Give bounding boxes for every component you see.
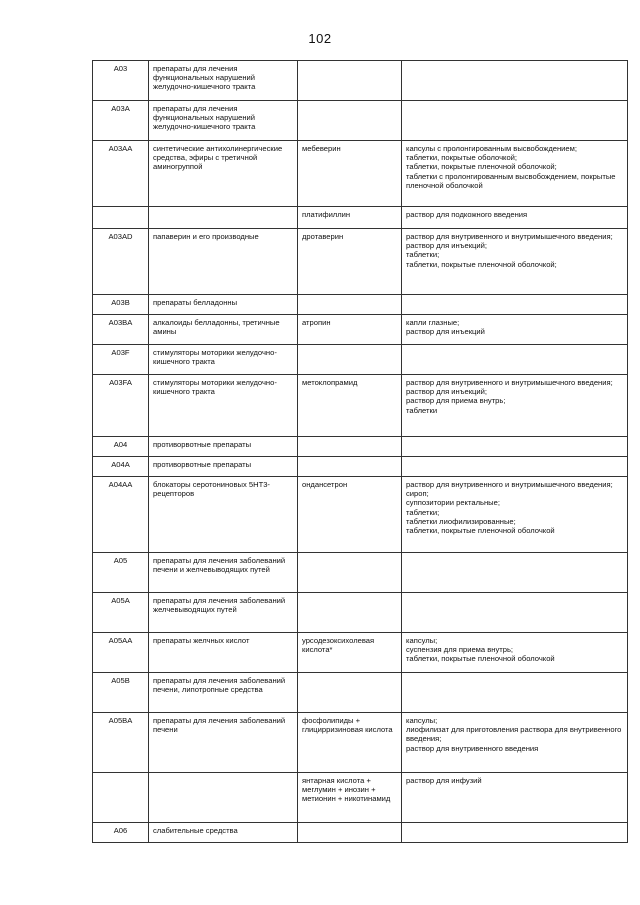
dosage-form-line: раствор для инъекций [406,327,485,337]
pharmacological-group-cell [149,773,298,823]
drug-table [92,60,628,843]
dosage-form-line: раствор для инъекций; [406,387,487,397]
atc-code-cell: A05B [93,673,149,713]
dosage-forms-cell [402,593,628,633]
table-row [93,823,628,843]
pharmacological-group-cell: слабительные средства [149,823,298,843]
dosage-form-line: раствор для приема внутрь; [406,396,506,406]
atc-code-cell: A03 [93,61,149,101]
drug-name-cell: атропин [298,315,402,345]
dosage-form-line: таблетки с пролонгированным высвобождением, покрытые пленочной оболочкой [406,171,616,190]
dosage-form-line: таблетки, покрытые пленочной оболочкой [406,654,555,664]
dosage-forms-cell [402,101,628,141]
dosage-form-line: таблетки, покрытые оболочкой; [406,153,518,163]
atc-code-cell: A03FA [93,375,149,437]
drug-name-cell [298,457,402,477]
dosage-form-line: раствор для инфузий [406,776,482,785]
dosage-form-line: сироп; [406,489,429,499]
atc-code-cell: A04AA [93,477,149,553]
table-row [93,457,628,477]
pharmacological-group-cell: папаверин и его производные [149,229,298,295]
drug-name-cell [298,553,402,593]
dosage-forms-cell [402,673,628,713]
dosage-forms-cell [402,457,628,477]
dosage-form-line: суспензия для приема внутрь; [406,645,514,655]
table-row [93,229,628,295]
dosage-forms-cell [402,207,628,229]
table-row [93,61,628,101]
drug-name-cell [298,437,402,457]
table-row [93,295,628,315]
dosage-form-line: лиофилизат для приготовления раствора для внутривенного введения; [406,725,622,744]
dosage-form-line: таблетки; [406,250,440,260]
dosage-form-line: раствор для подкожного введения [406,210,528,219]
pharmacological-group-cell [149,207,298,229]
atc-code-cell: A05A [93,593,149,633]
drug-name-cell [298,295,402,315]
dosage-form-line: раствор для инъекций; [406,241,487,251]
table-row [93,673,628,713]
dosage-forms-cell [402,477,628,553]
atc-code-cell: A06 [93,823,149,843]
dosage-forms-cell [402,633,628,673]
drug-name-cell [298,673,402,713]
table-row [93,437,628,457]
dosage-forms-cell [402,553,628,593]
dosage-form-line: раствор для внутривенного введения [406,743,539,753]
atc-code-cell [93,207,149,229]
atc-code-cell: A03A [93,101,149,141]
dosage-form-line: раствор для внутривенного и внутримышечного введения; [406,232,613,241]
table-row [93,345,628,375]
atc-code-cell: A04 [93,437,149,457]
pharmacological-group-cell: препараты для лечения заболеваний печени [149,713,298,773]
drug-name-cell: мебеверин [298,141,402,207]
table-row [93,773,628,823]
dosage-forms-cell [402,773,628,823]
pharmacological-group-cell: препараты желчных кислот [149,633,298,673]
dosage-forms-cell [402,345,628,375]
dosage-form-line: таблетки [406,405,438,415]
table-row [93,477,628,553]
dosage-form-line: таблетки, покрытые пленочной оболочкой; [406,259,557,269]
table-body [93,61,628,843]
dosage-form-line: таблетки, покрытые пленочной оболочкой; [406,162,557,172]
dosage-form-line: капли глазные; [406,318,460,327]
table-row [93,315,628,345]
pharmacological-group-cell: алкалоиды белладонны, третичные амины [149,315,298,345]
pharmacological-group-cell: препараты для лечения заболеваний желчевыводящих путей [149,593,298,633]
drug-name-cell: метоклопрамид [298,375,402,437]
drug-name-cell: ондансетрон [298,477,402,553]
dosage-forms-cell [402,713,628,773]
drug-name-cell [298,101,402,141]
pharmacological-group-cell: препараты для лечения заболеваний печени, липотропные средства [149,673,298,713]
dosage-form-line: раствор для внутривенного и внутримышечного введения; [406,480,613,489]
table-row [93,141,628,207]
atc-code-cell: A03BA [93,315,149,345]
pharmacological-group-cell: препараты для лечения заболеваний печени и желчевыводящих путей [149,553,298,593]
atc-code-cell: A03AD [93,229,149,295]
dosage-forms-cell [402,295,628,315]
dosage-form-line: суппозитории ректальные; [406,498,500,508]
drug-name-cell: янтарная кислота + меглумин + инозин + метионин + никотинамид [298,773,402,823]
atc-code-cell: A05AA [93,633,149,673]
dosage-forms-cell [402,437,628,457]
dosage-form-line: капсулы; [406,636,438,645]
pharmacological-group-cell: стимуляторы моторики желудочно-кишечного тракта [149,345,298,375]
dosage-forms-cell [402,375,628,437]
dosage-forms-cell [402,315,628,345]
atc-code-cell: A03B [93,295,149,315]
dosage-form-line: таблетки, покрытые пленочной оболочкой [406,526,555,536]
table-row [93,375,628,437]
pharmacological-group-cell: стимуляторы моторики желудочно-кишечного тракта [149,375,298,437]
atc-code-cell: A03F [93,345,149,375]
drug-name-cell [298,823,402,843]
pharmacological-group-cell: блокаторы серотониновых 5HT3-рецепторов [149,477,298,553]
table-row [93,593,628,633]
pharmacological-group-cell: препараты для лечения функциональных нарушений желудочно-кишечного тракта [149,101,298,141]
dosage-forms-cell [402,229,628,295]
drug-name-cell [298,593,402,633]
pharmacological-group-cell: противорвотные препараты [149,437,298,457]
drug-name-cell: фосфолипиды + глицирризиновая кислота [298,713,402,773]
dosage-form-line: таблетки лиофилизированные; [406,516,516,526]
dosage-form-line: капсулы с пролонгированным высвобождением; [406,144,577,153]
drug-name-cell [298,345,402,375]
pharmacological-group-cell: противорвотные препараты [149,457,298,477]
pharmacological-group-cell: препараты для лечения функциональных нарушений желудочно-кишечного тракта [149,61,298,101]
dosage-forms-cell [402,141,628,207]
dosage-forms-cell [402,823,628,843]
page-number: 102 [308,31,332,46]
dosage-form-line: таблетки; [406,507,440,517]
table-row [93,553,628,593]
table-row [93,207,628,229]
dosage-form-line: капсулы; [406,716,438,725]
pharmacological-group-cell: препараты белладонны [149,295,298,315]
drug-name-cell: урсодезоксихолевая кислота* [298,633,402,673]
pharmacological-group-cell: синтетические антихолинергические средства, эфиры с третичной аминогруппой [149,141,298,207]
atc-code-cell: A05BA [93,713,149,773]
table-row [93,713,628,773]
drug-name-cell: платифиллин [298,207,402,229]
atc-code-cell: A03AA [93,141,149,207]
table-row [93,101,628,141]
dosage-form-line: раствор для внутривенного и внутримышечного введения; [406,378,613,387]
atc-code-cell: A04A [93,457,149,477]
table-row [93,633,628,673]
atc-code-cell [93,773,149,823]
drug-name-cell: дротаверин [298,229,402,295]
atc-code-cell: A05 [93,553,149,593]
dosage-forms-cell [402,61,628,101]
drug-name-cell [298,61,402,101]
